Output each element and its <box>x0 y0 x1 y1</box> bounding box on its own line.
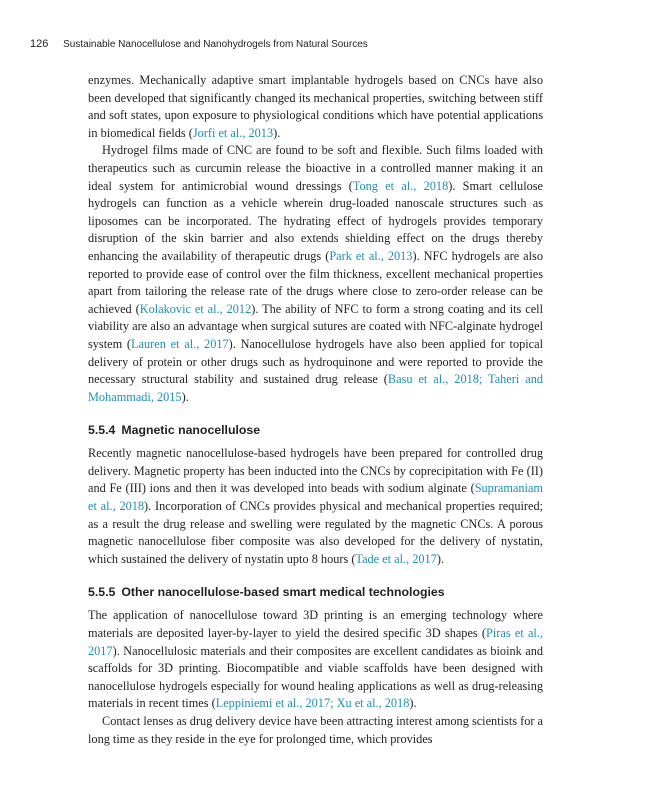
citation-link[interactable]: Piras et al., 2017 <box>88 626 543 658</box>
citation-link[interactable]: Supramaniam et al., 2018 <box>88 481 543 514</box>
citation-link[interactable]: Basu et al., 2018; Taheri and Mohammadi, 2015 <box>88 372 543 404</box>
paragraph <box>88 607 543 713</box>
citation-link[interactable]: Tong et al., 2018 <box>352 178 449 193</box>
text-run: ). <box>409 696 417 711</box>
text-run: The application of nanocellulose toward 3D printing is an emerging technology where materials are deposited layer-by-layer to yield the desired specific 3D shapes ( <box>88 608 543 641</box>
paragraph <box>88 445 543 568</box>
text-run: ). NFC hydrogels are also reported to provide ease of control over the film thickness, excellent mechanical properties apart from tailoring the release rate of the drugs where close to zero-order release can be achieved ( <box>88 248 543 316</box>
text-run: ). Incorporation of CNCs provides physical and mechanical properties required; as a result the drug release and swelling were regulated by the magnetic CNCs. A porous magnetic nanocellulose fiber composite was also developed for the delivery of nystatin, which sustained the delivery of nystatin upto 8 hours ( <box>88 499 544 566</box>
section-heading <box>88 585 543 599</box>
body-text <box>88 72 543 748</box>
text-run: ). Nanocellulosic materials and their composites are excellent candidates as bioink and scaffolds for 3D printing. Biocompatible and viable scaffolds have been designed with nanocellulose hydrogels especially for wound healing applications as well as drug-releasing materials in recent times ( <box>88 643 543 711</box>
text-run: Recently magnetic nanocellulose-based hydrogels have been prepared for controlled drug delivery. Magnetic property has been inducted into the CNCs by coprecipitation with Fe (II) and Fe (III) ions and then it was developed into beads with sodium alginate ( <box>88 446 543 496</box>
section-title: Other nanocellulose-based smart medical technologies <box>121 585 445 600</box>
citation-link[interactable]: Park et al., 2013 <box>329 248 413 263</box>
text-run: ). <box>436 551 445 566</box>
text-run: enzymes. Mechanically adaptive smart implantable hydrogels based on CNCs have also been developed that significantly changed its mechanical properties, switching between stiff and soft states, upon exposure to physiological conditions which have potential applications in biomedical fields ( <box>88 73 543 140</box>
text-run: ). <box>273 125 281 140</box>
citation-link[interactable]: Lauren et al., 2017 <box>131 336 229 351</box>
section-number: 5.5.5 <box>88 585 116 600</box>
citation-link[interactable]: Jorfi et al., 2013 <box>192 125 274 140</box>
page-number: 126 <box>30 38 49 50</box>
citation-link[interactable]: Kolakovic et al., 2012 <box>139 301 252 316</box>
citation-link[interactable]: Leppiniemi et al., 2017; Xu et al., 2018 <box>215 696 410 711</box>
paragraph <box>88 713 543 748</box>
text-run: ). Smart cellulose hydrogels can function as a vehicle wherein drug-loaded nanoscale structures such as liposomes can be incorporated. The hydrating effect of hydrogels provides temporary disruption of the skin barrier and also extends shielding effect on the drugs thereby enhancing the availability of therapeutic drugs ( <box>88 178 544 263</box>
paragraph <box>88 72 543 142</box>
running-title: Sustainable Nanocellulose and Nanohydrogels from Natural Sources <box>63 39 368 50</box>
text-run: ). The ability of NFC to form a strong coating and its cell viability are also an advantage when surgical sutures are coated with NFC-alginate hydrogel system ( <box>88 301 543 351</box>
citation-link[interactable]: Tade et al., 2017 <box>355 551 437 566</box>
section-heading <box>88 423 543 437</box>
text-run: Contact lenses as drug delivery device have been attracting interest among scientists for a long time as they reside in the eye for prolonged time, which provides <box>88 714 543 746</box>
paragraph <box>88 142 543 406</box>
text-run: Hydrogel films made of CNC are found to be soft and flexible. Such films loaded with therapeutics such as curcumin release the bioactive in a controlled manner making it an ideal system for antimicrobial wound dressings ( <box>88 143 543 193</box>
running-header <box>30 38 610 50</box>
section-title: Magnetic nanocellulose <box>121 423 261 438</box>
section-number: 5.5.4 <box>88 423 116 438</box>
text-run: ). Nanocellulose hydrogels have also been applied for topical delivery of protein or other drugs such as hydroquinone and were reported to provide the necessary structural stability and sustained drug release ( <box>88 336 543 387</box>
text-run: ). <box>181 389 189 404</box>
